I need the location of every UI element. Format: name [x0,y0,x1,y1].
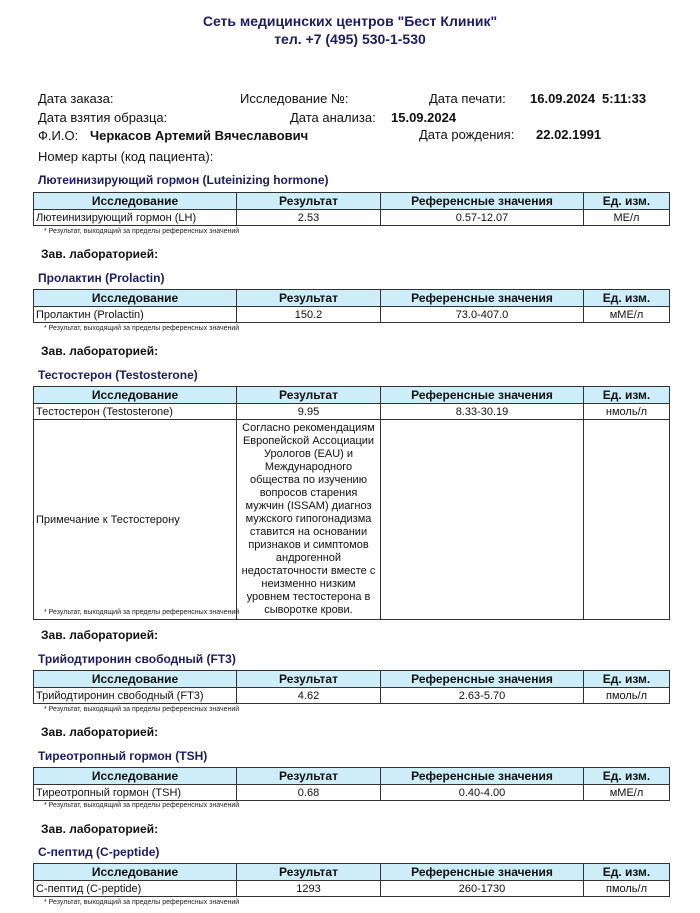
col-header-unit: Ед. изм. [584,768,670,785]
cell-result: 4.62 [237,688,381,704]
cell-result: 2.53 [237,210,381,226]
sample-date-label: Дата взятия образца: [38,110,168,125]
cell-unit: мМЕ/л [584,307,670,323]
cell-study: Трийодтиронин свободный (FT3) [34,688,237,704]
col-header-study: Исследование [34,864,237,881]
clinic-header [0,12,700,48]
lab-head-label: Зав. лабораторией: [41,344,159,358]
col-header-reference: Референсные значения [381,387,584,404]
table-row [34,881,670,897]
lab-head-label: Зав. лабораторией: [41,822,159,836]
table-row [34,210,670,226]
col-header-unit: Ед. изм. [584,671,670,688]
col-header-result: Результат [237,671,381,688]
col-header-reference: Референсные значения [381,864,584,881]
col-header-unit: Ед. изм. [584,193,670,210]
cell-note-label: Примечание к Тестостерону [34,420,237,620]
lab-head-label: Зав. лабораторией: [41,247,159,261]
cell-empty [381,420,584,620]
analysis-date-label: Дата анализа: [290,110,376,125]
col-header-unit: Ед. изм. [584,387,670,404]
table-row [34,404,670,420]
analysis-date: 15.09.2024 [391,110,457,125]
col-header-unit: Ед. изм. [584,290,670,307]
col-header-result: Результат [237,290,381,307]
table-header-row [34,671,670,688]
table-header-row [34,864,670,881]
cell-study: Тестостерон (Testosterone) [34,404,237,420]
cell-study: Тиреотропный гормон (TSH) [34,785,237,801]
print-date: 16.09.2024 [530,91,596,106]
cell-unit: мМЕ/л [584,785,670,801]
birth-date-label: Дата рождения: [419,127,515,142]
footnote: * Результат, выходящий за пределы референсных значений [44,609,240,616]
results-table-ft3 [33,670,670,704]
col-header-unit: Ед. изм. [584,864,670,881]
cell-study: Лютеинизирующий гормон (LH) [34,210,237,226]
col-header-study: Исследование [34,671,237,688]
col-header-result: Результат [237,193,381,210]
order-date-label: Дата заказа: [38,91,114,106]
clinic-phone: тел. +7 (495) 530-1-530 [274,31,426,47]
section-title-prolactin: Пролактин (Prolactin) [38,271,165,285]
footnote: * Результат, выходящий за пределы референсных значений [44,325,240,332]
cell-note-text: Согласно рекомендациям Европейской Ассоциации Урологов (EAU) и Международного общества по изучению вопросов старения мужчин (ISSAM) диагноз мужского гипогонадизма ставится на основании признаков и симптомов андрогенной недостаточности вместе с неизменно низким уровнем тестостерона в сыворотке крови. [237,420,381,620]
col-header-study: Исследование [34,768,237,785]
cell-reference: 0.57-12.07 [381,210,584,226]
cell-result: 150.2 [237,307,381,323]
col-header-reference: Референсные значения [381,193,584,210]
col-header-reference: Референсные значения [381,290,584,307]
study-no-label: Исследование №: [240,91,349,106]
patient-name: Черкасов Артемий Вячеславович [90,128,309,143]
results-table-prolactin [33,289,670,323]
section-title-tsh: Тиреотропный гормон (TSH) [38,749,208,763]
clinic-name: Сеть медицинских центров "Бест Клиник" [202,13,498,29]
table-row-note [34,420,670,620]
cell-study: Пролактин (Prolactin) [34,307,237,323]
fio-label: Ф.И.О: [38,128,79,143]
table-header-row [34,290,670,307]
col-header-reference: Референсные значения [381,768,584,785]
print-time: 5:11:33 [602,91,647,106]
results-table-lh [33,192,670,226]
col-header-study: Исследование [34,387,237,404]
lab-head-label: Зав. лабораторией: [41,628,159,642]
cell-reference: 73.0-407.0 [381,307,584,323]
birth-date: 22.02.1991 [536,127,602,142]
footnote: * Результат, выходящий за пределы референсных значений [44,899,240,906]
footnote: * Результат, выходящий за пределы референсных значений [44,706,240,713]
footnote: * Результат, выходящий за пределы референсных значений [44,228,240,235]
table-row [34,688,670,704]
results-table-testosterone [33,386,670,620]
section-title-testosterone: Тестостерон (Testosterone) [38,368,198,382]
section-title-lh: Лютеинизирующий гормон (Luteinizing hormone) [38,173,329,187]
col-header-reference: Референсные значения [381,671,584,688]
cell-result: 9.95 [237,404,381,420]
cell-unit: МЕ/л [584,210,670,226]
card-number-label: Номер карты (код пациента): [38,149,214,164]
results-table-c-peptide [33,863,670,897]
results-table-tsh [33,767,670,801]
section-title-c-peptide: С-пептид (C-peptide) [38,845,160,859]
lab-head-label: Зав. лабораторией: [41,725,159,739]
cell-unit: пмоль/л [584,881,670,897]
col-header-result: Результат [237,768,381,785]
cell-reference: 8.33-30.19 [381,404,584,420]
footnote: * Результат, выходящий за пределы референсных значений [44,802,240,809]
table-header-row [34,768,670,785]
cell-reference: 0.40-4.00 [381,785,584,801]
print-date-label: Дата печати: [429,91,506,106]
cell-reference: 260-1730 [381,881,584,897]
col-header-result: Результат [237,387,381,404]
col-header-study: Исследование [34,193,237,210]
cell-unit: нмоль/л [584,404,670,420]
col-header-result: Результат [237,864,381,881]
cell-result: 0.68 [237,785,381,801]
section-title-ft3: Трийодтиронин свободный (FT3) [38,652,236,666]
table-header-row [34,193,670,210]
cell-result: 1293 [237,881,381,897]
table-header-row [34,387,670,404]
cell-empty [584,420,670,620]
cell-unit: пмоль/л [584,688,670,704]
cell-study: С-пептид (C-peptide) [34,881,237,897]
table-row [34,307,670,323]
cell-reference: 2.63-5.70 [381,688,584,704]
table-row [34,785,670,801]
col-header-study: Исследование [34,290,237,307]
